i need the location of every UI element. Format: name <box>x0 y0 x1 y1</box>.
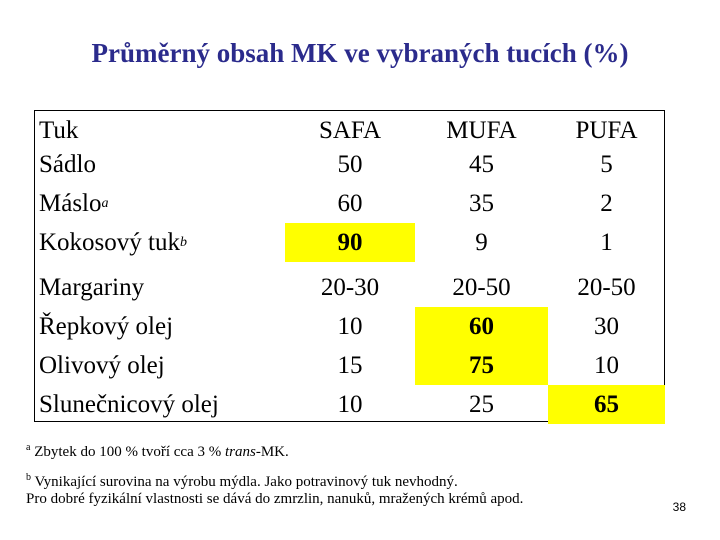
safa-value: 50 <box>337 150 363 178</box>
header-tuk: Tuk <box>39 116 79 144</box>
footnote-b-mark: b <box>26 472 31 483</box>
table-row <box>35 385 664 424</box>
table-row <box>35 184 664 223</box>
fat-composition-table <box>34 110 665 422</box>
footnote-b <box>26 474 523 508</box>
fat-name: Slunečnicový olej <box>39 390 219 418</box>
pufa-value-highlighted: 65 <box>548 385 665 424</box>
pufa-value: 10 <box>594 351 619 379</box>
safa-value: 15 <box>337 351 363 379</box>
mufa-value: 9 <box>475 228 488 256</box>
fat-name: Margariny <box>39 273 145 301</box>
page-number: 38 <box>672 500 686 514</box>
header-safa: SAFA <box>318 116 382 144</box>
pufa-value: 20-50 <box>577 273 636 301</box>
mufa-value: 35 <box>469 189 494 217</box>
pufa-value: 30 <box>594 312 619 340</box>
footnote-a-suffix: -MK. <box>255 444 289 460</box>
mufa-value: 45 <box>469 150 494 178</box>
safa-value-highlighted: 90 <box>285 223 415 262</box>
slide-title: Průměrný obsah MK ve vybraných tucích (%) <box>91 38 629 68</box>
fat-name: Máslo a <box>39 189 109 217</box>
footnote-a-mark: a <box>26 442 31 453</box>
safa-value: 20-30 <box>320 273 380 301</box>
table-row <box>35 145 664 184</box>
mufa-value-highlighted: 60 <box>415 307 548 346</box>
mufa-value: 20-50 <box>452 273 511 301</box>
footnote-a-text: Zbytek do 100 % tvoří cca 3 % <box>34 444 222 460</box>
fat-name: Kokosový tuk b <box>39 228 187 256</box>
footnote-a <box>26 444 289 461</box>
mufa-value-highlighted: 75 <box>415 346 548 385</box>
footnote-b-line2: Pro dobré fyzikální vlastnosti se dává do zmrzlin, nanuků, mražených krémů apod. <box>26 491 524 507</box>
pufa-value: 1 <box>600 228 613 256</box>
safa-value: 10 <box>337 390 363 418</box>
table-row <box>35 268 664 307</box>
safa-value: 60 <box>337 189 363 217</box>
table-row <box>35 223 664 262</box>
header-pufa: PUFA <box>575 116 638 144</box>
mufa-value: 25 <box>469 390 494 418</box>
footnote-b-line1: Vynikající surovina na výrobu mýdla. Jako potravinový tuk nevhodný. <box>34 474 458 490</box>
fat-name: Sádlo <box>39 150 96 178</box>
footnote-a-italic: trans <box>224 444 256 460</box>
table-row <box>35 346 664 385</box>
pufa-value: 2 <box>600 189 613 217</box>
table-row <box>35 307 664 346</box>
pufa-value: 5 <box>600 150 613 178</box>
safa-value: 10 <box>337 312 363 340</box>
header-mufa: MUFA <box>446 116 517 144</box>
fat-name: Olivový olej <box>39 351 165 379</box>
fat-name: Řepkový olej <box>39 312 174 340</box>
